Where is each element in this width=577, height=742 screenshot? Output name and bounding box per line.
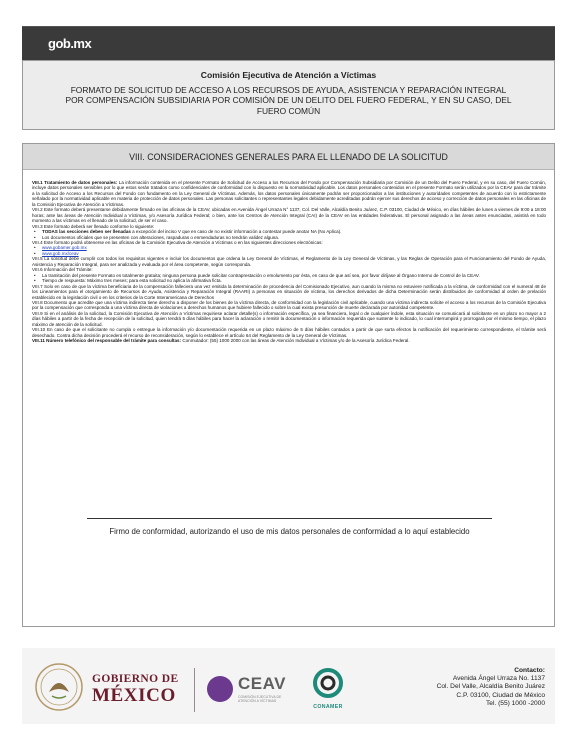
footer-divider — [194, 668, 195, 712]
paragraph-viii-7: VIII.7 Solo en caso de que la víctima beneficiaria de la compensación falleciera una vez emitida la determinación de procedencia del Comisionado Ejecutivo, aun cuando la misma no estuviere notificada a la víctima, de conformidad con el numeral 48 de los Lineamientos para el otorgamiento de Recursos de Ayuda, Asistencia y Reparación Integral (RAARI) a personas en situación de víctima, los derechos derivados de dicha Determinación serán distribuidos de conformidad al orden de prelación establecido en la legislación civil o en los criterios de la Corte Interamericana de Derechos — [32, 283, 546, 300]
gobmx-logo[interactable]: gob.mx — [48, 36, 92, 51]
contact-title: Contacto: — [514, 667, 545, 674]
paragraph-viii-1 — [32, 180, 546, 207]
paragraph-viii-6: VIII.6 Información del Trámite: — [32, 267, 93, 273]
paragraph-label: VIII.11 Número telefónico del responsable del trámite para consultas: — [32, 338, 182, 344]
mexico-seal-icon — [34, 662, 84, 712]
contact-line: Col. Del Valle, Alcaldía Benito Juárez — [436, 683, 545, 691]
paragraph-viii-10: VIII.10 En caso de que el solicitante no cumpla o entregue la información y/o documentación requerida en un plazo máximo de 5 días hábiles contados a partir de que surta efectos la notificación del requerimiento correspondiente, el trámite será desechado. Contra dicha decisión procederá el recurso de reconsideración, según lo establece el artículo 64 del Reglamento de la Ley General de Víctimas. — [32, 327, 546, 338]
list-item — [32, 251, 546, 256]
paragraph-viii-2: VIII.2 Este formato deberá presentarse debidamente firmado en las oficinas de la CEAV, ubicadas en Avenida Ángel Urraza N° 1137, Col. Del Valle, Alcaldía Benito Juárez, C.P. 03100, Ciudad de México, en días hábiles de lunes a viernes de 9:00 a 18:00 horas; ante las áreas de Atención Individual a Víctimas, y/o Asesoría Jurídica Federal; o bien, ante los Centros de Atención Integral (CAI) de la CEAV en las entidades federativas. El personal asignado a las áreas antes enunciadas, asistirá en todo momento a las víctimas en el llenado de la solicitud, de ser el caso. — [32, 207, 546, 224]
conamer-logo-icon — [313, 668, 343, 698]
contact-block — [437, 667, 545, 708]
section-title: VIII. CONSIDERACIONES GENERALES PARA EL LLENADO DE LA SOLICITUD — [23, 144, 554, 170]
signature-line[interactable] — [87, 518, 492, 519]
considerations-section — [22, 143, 555, 627]
agency-title: Comisión Ejecutiva de Atención a Víctimas — [200, 70, 377, 80]
contact-line: Avenida Ángel Urraza No. 1137 — [452, 675, 545, 683]
paragraph-label: VIII.1 Tratamiento de datos personales: — [32, 180, 118, 185]
form-title: FORMATO DE SOLICITUD DE ACCESO A LOS RECURSOS DE AYUDA, ASISTENCIA Y REPARACIÓN INTEGRAL POR COMPENSACIÓN SUBSIDIARIA POR COMISIÓN DE UN DELITO DEL FUERO FEDERAL, Y EN SU CASO, DEL FUERO COMÚN — [65, 85, 512, 116]
form-header — [22, 60, 555, 130]
link-gobamer[interactable]: www.gobamer.gob.mx — [42, 245, 87, 251]
paragraph-viii-9: VIII.9 Si en el análisis de la solicitud, la Comisión Ejecutiva de Atención a Víctimas requiriese aclarar detalle(s) o información específica, ya sea financiera, legal o de cualquier índole, esta situación se comunicará al solicitante en un plazo no mayor a 2 días hábiles a partir de la fecha de recepción de la solicitud, quien tendrá 5 días hábiles para hacer la aclaración o remitir la documentación o información requerida que sustente lo indicado, lo cual interrumpirá y prorrogará por el mismo tiempo, el plazo máximo de atención de la solicitud. — [32, 310, 546, 327]
footer — [22, 648, 555, 724]
considerations-text — [32, 180, 546, 344]
contact-line: Tel. (55) 1000 -2000 — [485, 699, 545, 707]
ceav-logo-icon — [207, 676, 233, 702]
top-bar — [22, 26, 555, 60]
paragraph-viii-8: VIII.8 Documento que acredite que una víctima indirecta tiene derecho a disponer de los bienes de la víctima directa, de conformidad con la legislación civil aplicable, cuando una víctima indirecta solicite el acceso a los recursos de la Comisión Ejecutiva por la compensación que corresponda a una víctima directa de violaciones a derechos humanos que hubiere fallecido o sobre la cual exista presunción de muerte declarada por autoridad competente. — [32, 299, 546, 311]
list-item: • La tramitación del presente Formato es totalmente gratuita; ninguna persona puede solicitar contraprestación o emolumento por ésta, en caso de que así sea, por favor diríjase al Órgano Interno de Control de la CEAV. — [32, 273, 546, 278]
list-item-bold: TODAS las secciones deben ser llenadas — [42, 229, 131, 235]
list-item: • Los documentos oficiales que se presenten con alteraciones, raspaduras o enmendaduras no tendrán validez alguna. — [32, 235, 546, 240]
signature-caption: Firmo de conformidad, autorizando el uso de mis datos personales de conformidad a lo aquí establecido — [109, 527, 470, 536]
paragraph-viii-11 — [32, 338, 546, 343]
paragraph-text: Conmutador: (55) 1000 2000 con las áreas de Atención Individual a Víctimas y/o de la Asesoría Jurídica Federal. — [182, 338, 410, 344]
paragraph-viii-3: VIII.3 Este formato deberá ser llenado conforme lo siguiente: — [32, 223, 155, 229]
ceav-subtitle: COMISIÓN EJECUTIVA DE ATENCIÓN A VÍCTIMAS — [238, 695, 282, 704]
list-item-text: a excepción del inciso V que en caso de no existir información a contestar puede anotar NA (No Aplica). — [132, 229, 342, 235]
paragraph-text: La información contenida en el presente Formato de Solicitud de Acceso a los Recursos del Fondo por Compensación Subsidiaria por Comisión de un Delito del Fuero Federal, y en su caso, del Fuero Común, incluye datos personales sensibles por lo que estos serán tratados como confidenciales de conformidad con lo dispuesto en la normatividad aplicable. Los datos personales contenidos en el presente Formato serán utilizados por la CEAV para dar trámite a la solicitud de Acceso a los Recursos del Fondo con fundamento en la Ley General de Víctimas. Además, los datos personales únicamente podrán ser proporcionados a las instituciones y autoridades competentes de acuerdo con lo estrictamente señalado por la normatividad aplicable en materia de protección de datos personales. Las personas solicitantes o representantes legales debidamente acreditadas podrán ejercer sus derechos de acceso y corrección de datos personales en las oficinas de la Comisión Ejecutiva de Atención a Víctimas. — [32, 180, 546, 207]
link-gob-ceav[interactable]: www.gob.mx/ceav — [42, 250, 79, 256]
contact-line: C.P. 03100, Ciudad de México — [456, 691, 545, 699]
list-item: • Tiempo de respuesta: Máximo tres meses; para esta solicitud no aplica la afirmativa ficta. — [32, 278, 546, 283]
ceav-wordmark: CEAV — [238, 674, 286, 693]
paragraph-viii-4: VIII.4 Este formato podrá obtenerse en las oficinas de la Comisión Ejecutiva de Atención a Víctimas o en las siguientes direcciones electrónicas: — [32, 239, 323, 245]
gobierno-de-mexico-logo: GOBIERNO DE — [92, 673, 179, 685]
mexico-wordmark: MÉXICO — [92, 685, 176, 706]
conamer-wordmark: CONAMER — [313, 704, 343, 710]
paragraph-viii-5: VIII.5 La solicitud debe cumplir con todos los requisitos vigentes e incluir los documentos que ordena la Ley General de Víctimas, el Reglamento de la Ley General de Víctimas, y las Reglas de Operación para el Funcionamiento del Fondo de Ayuda, Asistencia y Reparación Integral, para ser analizada y evaluada por el área competente, según corresponda. — [32, 256, 546, 267]
